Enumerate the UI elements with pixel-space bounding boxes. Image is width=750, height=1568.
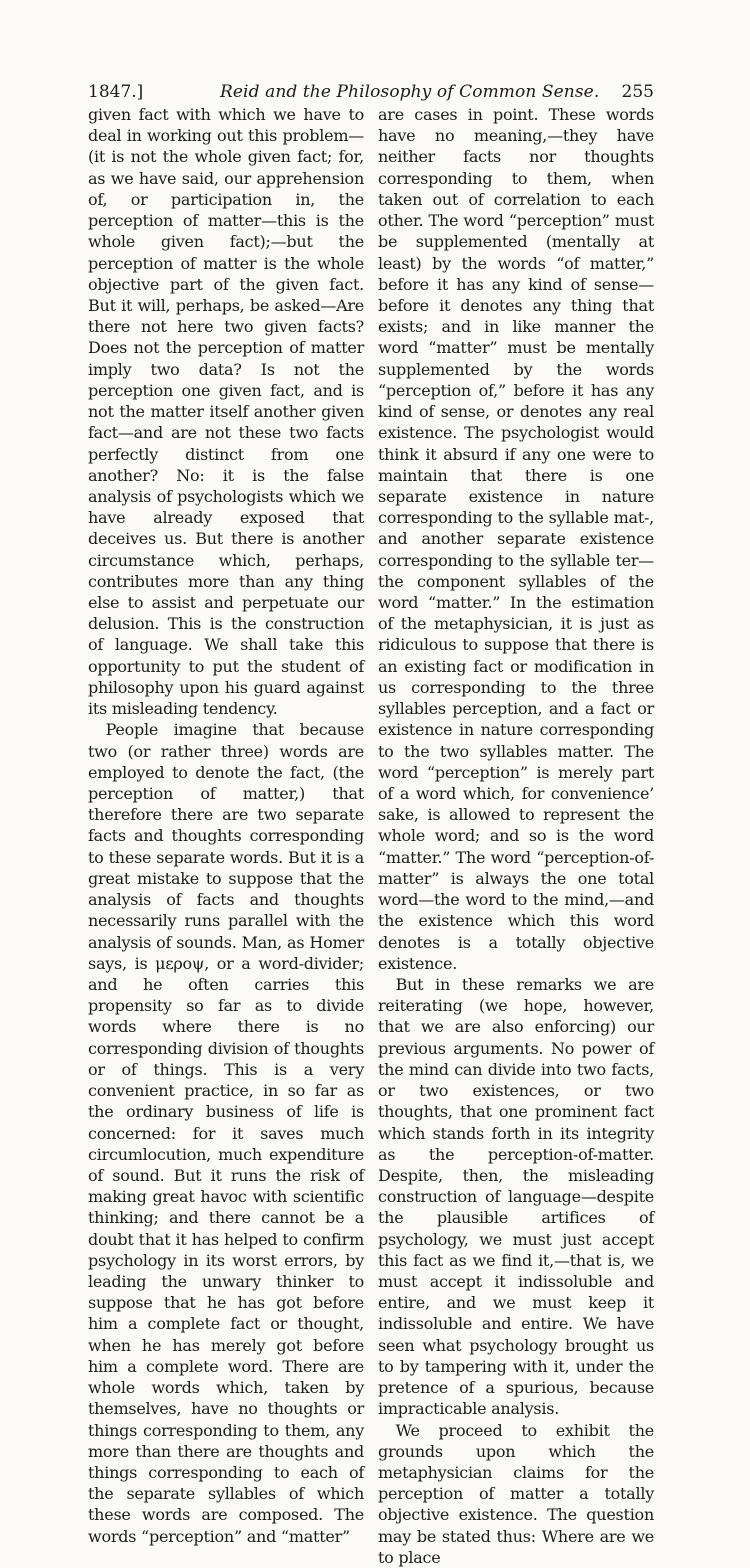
paragraph: But in these remarks we are reiterating (we hope, however, that we are also enforcing) our previous arguments. No power of the mind can divide into two facts, or two existences, or two thoughts, that one prominent fact which stands forth in its integrity as the perception-of-matter. Despite, then, the misleading construction of language—despite the plausible artifices of psychology, we must just accept this fact as we find it,—that is, we must accept it indissoluble and entire, and we must keep it indissoluble and entire. We have seen what psychology brought us to by tampering with it, under the pretence of a spurious, because impracticable analysis. <box>378 974 654 1419</box>
paragraph: We proceed to exhibit the grounds upon which the metaphysician claims for the perception of matter a totally objective existence. The question may be stated thus: Where are we to place <box>378 1420 654 1567</box>
paragraph: are cases in point. These words have no meaning,—they have neither facts nor thoughts corresponding to them, when taken out of correlation to each other. The word “perception” must be supplemented (mentally at least) by the words “of matter,” before it has any kind of sense—before it denotes any thing that exists; and in like manner the word “matter” must be mentally supplemented by the words “perception of,” before it has any kind of sense, or denotes any real existence. The psychologist would think it absurd if any one were to maintain that there is one separate existence in nature corresponding to the syllable mat-, and another separate existence corresponding to the syllable ter—the component syllables of the word “matter.” In the estimation of the metaphysician, it is just as ridiculous to suppose that there is an existing fact or modification in us corresponding to the three syllables perception, and a fact or existence in nature corresponding to the two syllables matter. The word “perception” is merely part of a word which, for convenience’ sake, is allowed to represent the whole word; and so is the word “matter.” The word “perception-of-matter” is always the one total word—the word to the mind,—and the existence which this word denotes is a totally objective existence. <box>378 105 654 973</box>
running-header <box>88 80 654 104</box>
paragraph: People imagine that because two (or rather three) words are employed to denote the fact, (the perception of matter,) that therefore there are two separate facts and thoughts corresponding to these separate words. But it is a great mistake to suppose that the analysis of facts and thoughts necessarily runs parallel with the analysis of sounds. Man, as Homer says, is μεροψ, or a word-divider; and he often carries this propensity so far as to divide words where there is no corresponding division of thoughts or of things. This is a very convenient practice, in so far as the ordinary business of life is concerned: for it saves much circumlocution, much expenditure of sound. But it runs the risk of making great havoc with scientific thinking; and there cannot be a doubt that it has helped to confirm psychology in its worst errors, by leading the unwary thinker to suppose that he has got before him a complete fact or thought, when he has merely got before him a complete word. There are whole words which, taken by themselves, have no thoughts or things corresponding to them, any more than there are thoughts and things corresponding to each of the separate syllables of which these words are composed. The words “perception” and “matter” <box>88 720 364 1546</box>
paragraph: given fact with which we have to deal in working out this problem—(it is not the whole given fact; for, as we have said, our apprehension of, or participation in, the perception of matter—this is the whole given fact);—but the perception of matter is the whole objective part of the given fact. But it will, perhaps, be asked—Are there not here two given facts? Does not the perception of matter imply two data? Is not the perception one given fact, and is not the matter itself another given fact—and are not these two facts perfectly distinct from one another? No: it is the false analysis of psychologists which we have already exposed that deceives us. But there is another circumstance which, perhaps, contributes more than any thing else to assist and perpetuate our delusion. This is the construction of language. We shall take this opportunity to put the student of philosophy upon his guard against its misleading tendency. <box>88 105 364 719</box>
left-column <box>88 104 364 1547</box>
right-column <box>378 104 654 1568</box>
page-number: 255 <box>621 82 654 102</box>
running-title: Reid and the Philosophy of Common Sense. <box>220 82 600 102</box>
header-year: 1847.] <box>88 82 144 102</box>
